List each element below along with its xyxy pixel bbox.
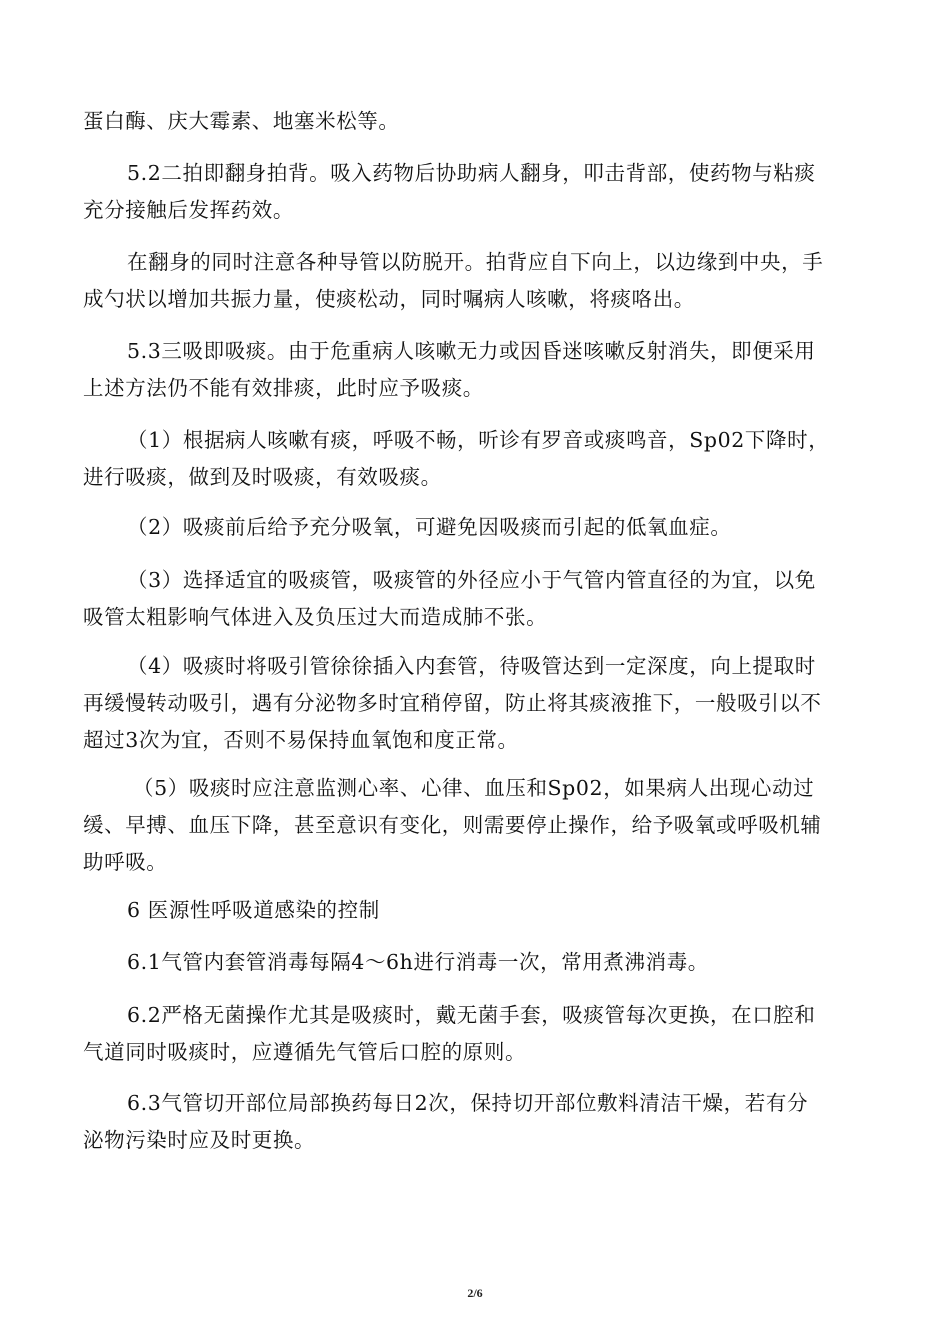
text-line: 上述方法仍不能有效排痰，此时应予吸痰。 bbox=[83, 376, 484, 400]
text-line: 蛋白酶、庆大霉素、地塞米松等。 bbox=[83, 109, 400, 133]
paragraph-item-5 bbox=[83, 770, 873, 881]
section-heading-6 bbox=[83, 892, 873, 929]
text-line: 进行吸痰，做到及时吸痰，有效吸痰。 bbox=[83, 465, 442, 489]
text-line: 5.2二拍即翻身拍背。吸入药物后协助病人翻身，叩击背部，使药物与粘痰 bbox=[127, 161, 816, 185]
paragraph-item-4 bbox=[83, 648, 873, 759]
text-line: （3）选择适宜的吸痰管，吸痰管的外径应小于气管内管直径的为宜，以免 bbox=[127, 568, 816, 592]
text-line: 6.3气管切开部位局部换药每日2次，保持切开部位敷料清洁干燥，若有分 bbox=[127, 1091, 809, 1115]
text-line: 缓、早搏、血压下降，甚至意识有变化，则需要停止操作，给予吸氧或呼吸机辅 bbox=[83, 813, 822, 837]
paragraph-5-3 bbox=[83, 333, 873, 407]
text-line: 气道同时吸痰时，应遵循先气管后口腔的原则。 bbox=[83, 1040, 527, 1064]
text-line: （5）吸痰时应注意监测心率、心律、血压和Sp02，如果病人出现心动过 bbox=[133, 776, 815, 800]
text-line: 助呼吸。 bbox=[83, 850, 168, 874]
paragraph-6-1 bbox=[83, 944, 873, 981]
paragraph-6-3 bbox=[83, 1085, 873, 1159]
text-line: 充分接触后发挥药效。 bbox=[83, 198, 294, 222]
paragraph-item-1 bbox=[83, 422, 873, 496]
text-line: 在翻身的同时注意各种导管以防脱开。拍背应自下向上，以边缘到中央，手 bbox=[127, 250, 824, 274]
text-line: 超过3次为宜，否则不易保持血氧饱和度正常。 bbox=[83, 728, 519, 752]
text-line: （1）根据病人咳嗽有痰，呼吸不畅，听诊有罗音或痰鸣音，Sp02下降时， bbox=[127, 428, 830, 452]
paragraph-1 bbox=[83, 103, 873, 140]
text-line: 再缓慢转动吸引，遇有分泌物多时宜稍停留，防止将其痰液推下，一般吸引以不 bbox=[83, 691, 822, 715]
text-line: 6 医源性呼吸道感染的控制 bbox=[127, 898, 380, 922]
paragraph-item-2 bbox=[83, 509, 873, 546]
text-line: （2）吸痰前后给予充分吸氧，可避免因吸痰而引起的低氧血症。 bbox=[127, 515, 732, 539]
text-line: （4）吸痰时将吸引管徐徐插入内套管，待吸管达到一定深度，向上提取时 bbox=[127, 654, 816, 678]
text-line: 6.1气管内套管消毒每隔4～6h进行消毒一次，常用煮沸消毒。 bbox=[127, 950, 709, 974]
text-line: 吸管太粗影响气体进入及负压过大而造成肺不张。 bbox=[83, 605, 548, 629]
paragraph-6-2 bbox=[83, 997, 873, 1071]
paragraph-turning bbox=[83, 244, 873, 318]
paragraph-item-3 bbox=[83, 562, 873, 636]
text-line: 泌物污染时应及时更换。 bbox=[83, 1128, 316, 1152]
text-line: 成勺状以增加共振力量，使痰松动，同时嘱病人咳嗽，将痰咯出。 bbox=[83, 287, 695, 311]
page-number: 2/6 bbox=[467, 1286, 483, 1300]
text-line: 5.3三吸即吸痰。由于危重病人咳嗽无力或因昏迷咳嗽反射消失，即便采用 bbox=[127, 339, 816, 363]
paragraph-5-2 bbox=[83, 155, 873, 229]
text-line: 6.2严格无菌操作尤其是吸痰时，戴无菌手套，吸痰管每次更换，在口腔和 bbox=[127, 1003, 816, 1027]
